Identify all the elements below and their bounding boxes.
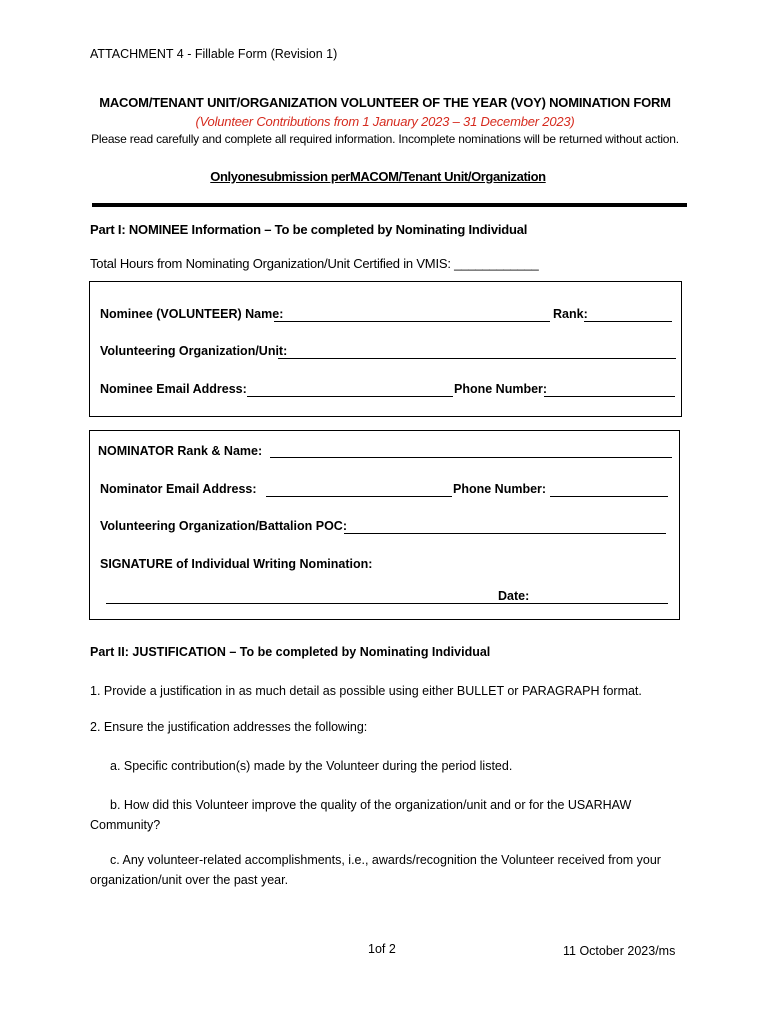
nominator-org-poc-field[interactable]: [344, 533, 666, 534]
nominator-info-box: [89, 430, 680, 620]
nominator-phone-field[interactable]: [550, 496, 668, 497]
footer-date: 11 October 2023/ms: [563, 944, 676, 958]
submission-note: Onlyonesubmission perMACOM/Tenant Unit/Organization: [210, 169, 546, 184]
form-instructions: Please read carefully and complete all required information. Incomplete nominations will be returned without action.: [91, 132, 679, 146]
page-number: 1of 2: [368, 942, 396, 956]
part1-heading: Part I: NOMINEE Information – To be completed by Nominating Individual: [90, 222, 528, 237]
nominee-org-field[interactable]: [278, 358, 676, 359]
signature-field[interactable]: [106, 603, 668, 604]
nominee-name-label: Nominee (VOLUNTEER) Name:: [100, 307, 284, 321]
nominator-email-label: Nominator Email Address:: [100, 482, 257, 496]
nominee-phone-field[interactable]: [544, 396, 675, 397]
attachment-label: ATTACHMENT 4 - Fillable Form (Revision 1): [90, 47, 338, 61]
instruction-item-2: 2. Ensure the justification addresses the following:: [90, 720, 368, 734]
signature-label: SIGNATURE of Individual Writing Nomination:: [100, 557, 373, 571]
nominee-email-field[interactable]: [247, 396, 453, 397]
nominee-rank-label: Rank:: [553, 307, 588, 321]
nominator-rank-name-label: NOMINATOR Rank & Name:: [98, 444, 263, 458]
nominee-rank-field[interactable]: [584, 321, 672, 322]
instruction-item-a: a. Specific contribution(s) made by the Volunteer during the period listed.: [110, 759, 513, 773]
section-divider: [92, 203, 687, 207]
nominee-email-label: Nominee Email Address:: [100, 382, 247, 396]
instruction-item-1: 1. Provide a justification in as much detail as possible using either BULLET or PARAGRAPH format.: [90, 684, 642, 698]
date-label: Date:: [498, 589, 530, 603]
nominee-org-label: Volunteering Organization/Unit:: [100, 344, 288, 358]
instruction-item-c: c. Any volunteer-related accomplishments, i.e., awards/recognition the Volunteer received from your organization/unit over the past year.: [90, 853, 661, 887]
nominator-phone-label: Phone Number:: [453, 482, 547, 496]
form-subtitle: (Volunteer Contributions from 1 January 2023 – 31 December 2023): [195, 114, 575, 129]
instruction-item-b: b. How did this Volunteer improve the quality of the organization/unit and or for the USARHAW Community?: [90, 798, 632, 832]
nominator-rank-name-field[interactable]: [270, 457, 672, 458]
nominee-info-box: [89, 281, 682, 417]
form-title: MACOM/TENANT UNIT/ORGANIZATION VOLUNTEER OF THE YEAR (VOY) NOMINATION FORM: [99, 95, 671, 110]
nominee-name-field[interactable]: [274, 321, 550, 322]
part2-heading: Part II: JUSTIFICATION – To be completed by Nominating Individual: [90, 645, 491, 659]
nominee-phone-label: Phone Number:: [454, 382, 548, 396]
nominator-org-poc-label: Volunteering Organization/Battalion POC:: [100, 519, 347, 533]
nominator-email-field[interactable]: [266, 496, 452, 497]
total-hours-field[interactable]: Total Hours from Nominating Organization/Unit Certified in VMIS: ____________: [90, 256, 539, 271]
